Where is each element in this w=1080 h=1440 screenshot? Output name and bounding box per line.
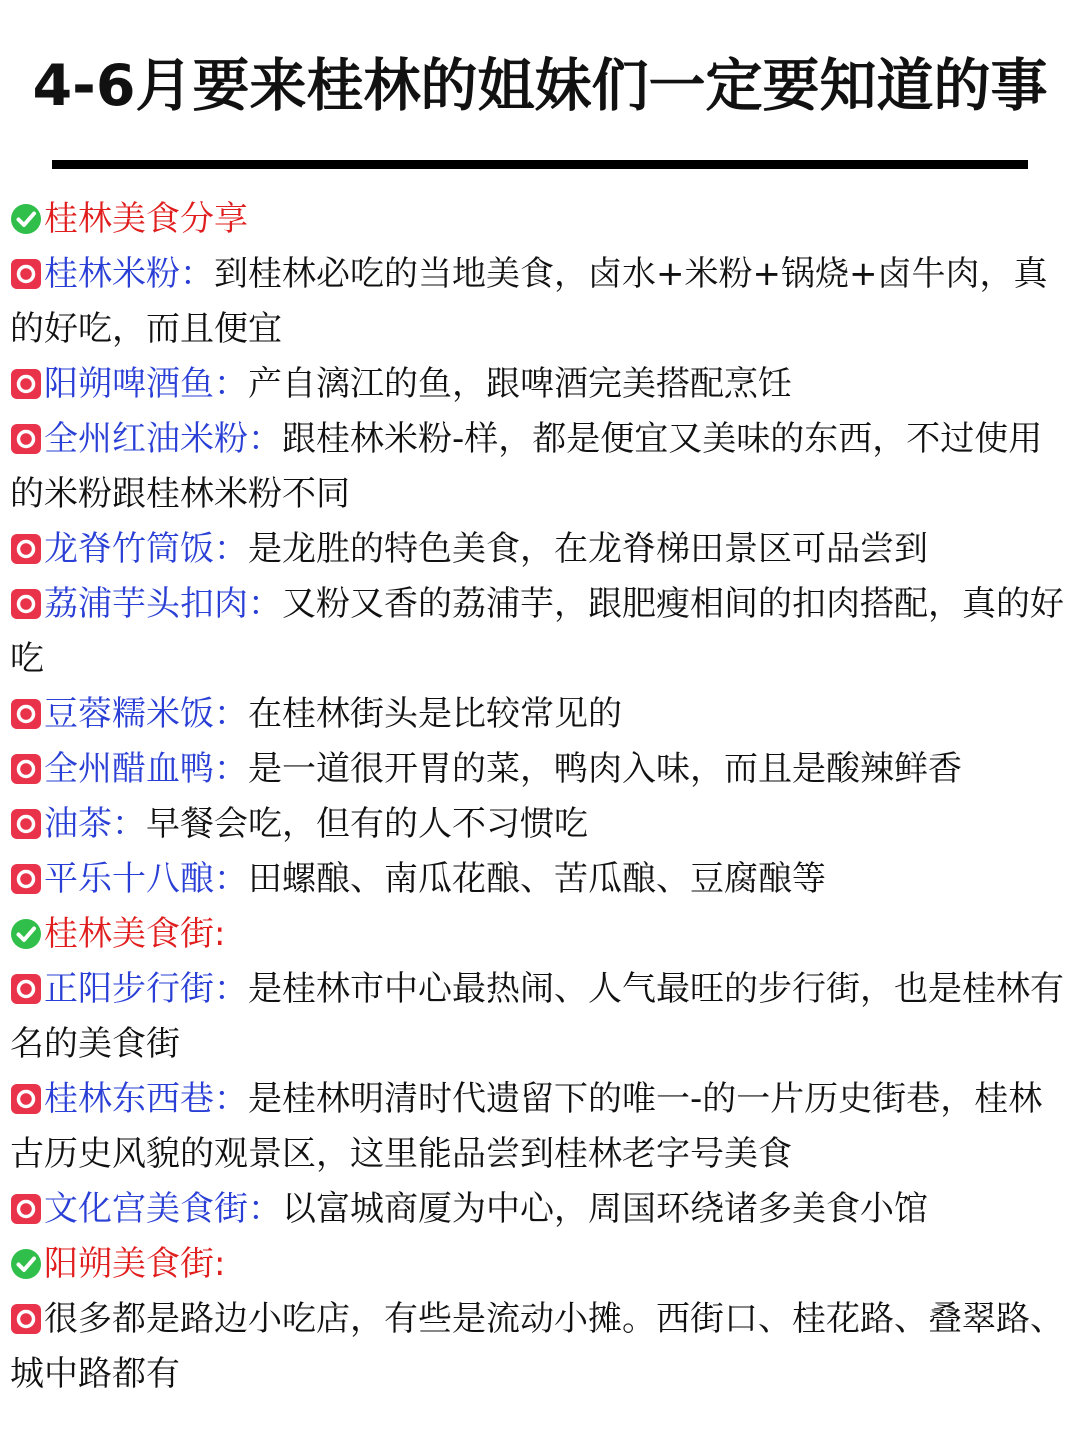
item-description: 是龙胜的特色美食，在龙脊梯田景区可品尝到	[248, 529, 928, 569]
item-name: 全州醋血鸭	[44, 749, 214, 789]
item-colon: ：	[214, 694, 248, 734]
item-name: 平乐十八酿	[44, 859, 214, 899]
list-item	[10, 1182, 1070, 1237]
item-description: 又粉又香的荔浦芋，跟肥瘦相间的扣肉搭配，真的好吃	[10, 584, 1064, 679]
item-description: 早餐会吃，但有的人不习惯吃	[146, 804, 588, 844]
item-colon: ：	[214, 364, 248, 404]
list-item	[10, 852, 1070, 907]
list-item	[10, 797, 1070, 852]
red-circle-bullet-icon	[10, 258, 42, 290]
section-heading	[10, 907, 1070, 962]
red-circle-bullet-icon	[10, 1083, 42, 1115]
item-name: 桂林米粉	[44, 254, 180, 294]
list-item	[10, 247, 1070, 357]
red-circle-bullet-icon	[10, 1193, 42, 1225]
item-description: 是一道很开胃的菜，鸭肉入味，而且是酸辣鲜香	[248, 749, 962, 789]
list-item	[10, 522, 1070, 577]
red-circle-bullet-icon	[10, 423, 42, 455]
item-name: 文化宫美食街	[44, 1189, 248, 1229]
section-heading-text: 阳朔美食街:	[44, 1244, 226, 1284]
list-item	[10, 412, 1070, 522]
red-circle-bullet-icon	[10, 698, 42, 730]
title-divider	[52, 160, 1028, 169]
item-colon: ：	[214, 749, 248, 789]
section-heading	[10, 192, 1070, 247]
item-colon: ：	[214, 529, 248, 569]
item-description: 田螺酿、南瓜花酿、苦瓜酿、豆腐酿等	[248, 859, 826, 899]
list-item	[10, 742, 1070, 797]
list-item	[10, 687, 1070, 742]
item-description: 是桂林市中心最热闹、人气最旺的步行街，也是桂林有名的美食街	[10, 969, 1064, 1064]
item-name: 荔浦芋头扣肉	[44, 584, 248, 624]
red-circle-bullet-icon	[10, 973, 42, 1005]
red-circle-bullet-icon	[10, 808, 42, 840]
item-name: 全州红油米粉	[44, 419, 248, 459]
item-description: 很多都是路边小吃店，有些是流动小摊。西街口、桂花路、叠翠路、城中路都有	[10, 1299, 1064, 1394]
item-description: 是桂林明清时代遗留下的唯一-的一片历史街巷，桂林古历史风貌的观景区，这里能品尝到桂林老字号美食	[10, 1079, 1043, 1174]
red-circle-bullet-icon	[10, 368, 42, 400]
item-description: 产自漓江的鱼，跟啤酒完美搭配烹饪	[248, 364, 792, 404]
item-name: 桂林东西巷	[44, 1079, 214, 1119]
section-heading-text: 桂林美食街:	[44, 914, 226, 954]
item-description: 到桂林必吃的当地美食，卤水+米粉+锅烧+卤牛肉，真的好吃，而且便宜	[10, 254, 1048, 349]
item-colon: ：	[248, 1189, 282, 1229]
article-body	[10, 192, 1070, 1402]
item-description: 以富城商厦为中心，周国环绕诸多美食小馆	[282, 1189, 928, 1229]
item-colon: ：	[214, 1079, 248, 1119]
red-circle-bullet-icon	[10, 533, 42, 565]
red-circle-bullet-icon	[10, 753, 42, 785]
check-mark-icon	[10, 203, 42, 235]
item-name: 油茶	[44, 804, 112, 844]
red-circle-bullet-icon	[10, 588, 42, 620]
section-heading-text: 桂林美食分享	[44, 199, 248, 239]
item-name: 豆蓉糯米饭	[44, 694, 214, 734]
item-colon: ：	[214, 859, 248, 899]
page-title: 4-6月要来桂林的姐妹们一定要知道的事	[32, 53, 1048, 119]
item-description: 跟桂林米粉-样，都是便宜又美味的东西，不过使用的米粉跟桂林米粉不同	[10, 419, 1043, 514]
red-circle-bullet-icon	[10, 1303, 42, 1335]
section-heading	[10, 1237, 1070, 1292]
list-item	[10, 1292, 1070, 1402]
list-item	[10, 357, 1070, 412]
item-colon: ：	[112, 804, 146, 844]
item-colon: ：	[180, 254, 214, 294]
item-colon: ：	[214, 969, 248, 1009]
check-mark-icon	[10, 918, 42, 950]
check-mark-icon	[10, 1248, 42, 1280]
list-item	[10, 962, 1070, 1072]
item-description: 在桂林街头是比较常见的	[248, 694, 622, 734]
red-circle-bullet-icon	[10, 863, 42, 895]
item-name: 阳朔啤酒鱼	[44, 364, 214, 404]
list-item	[10, 1072, 1070, 1182]
item-name: 正阳步行街	[44, 969, 214, 1009]
item-colon: ：	[248, 419, 282, 459]
item-name: 龙脊竹筒饭	[44, 529, 214, 569]
item-colon: ：	[248, 584, 282, 624]
list-item	[10, 577, 1070, 687]
